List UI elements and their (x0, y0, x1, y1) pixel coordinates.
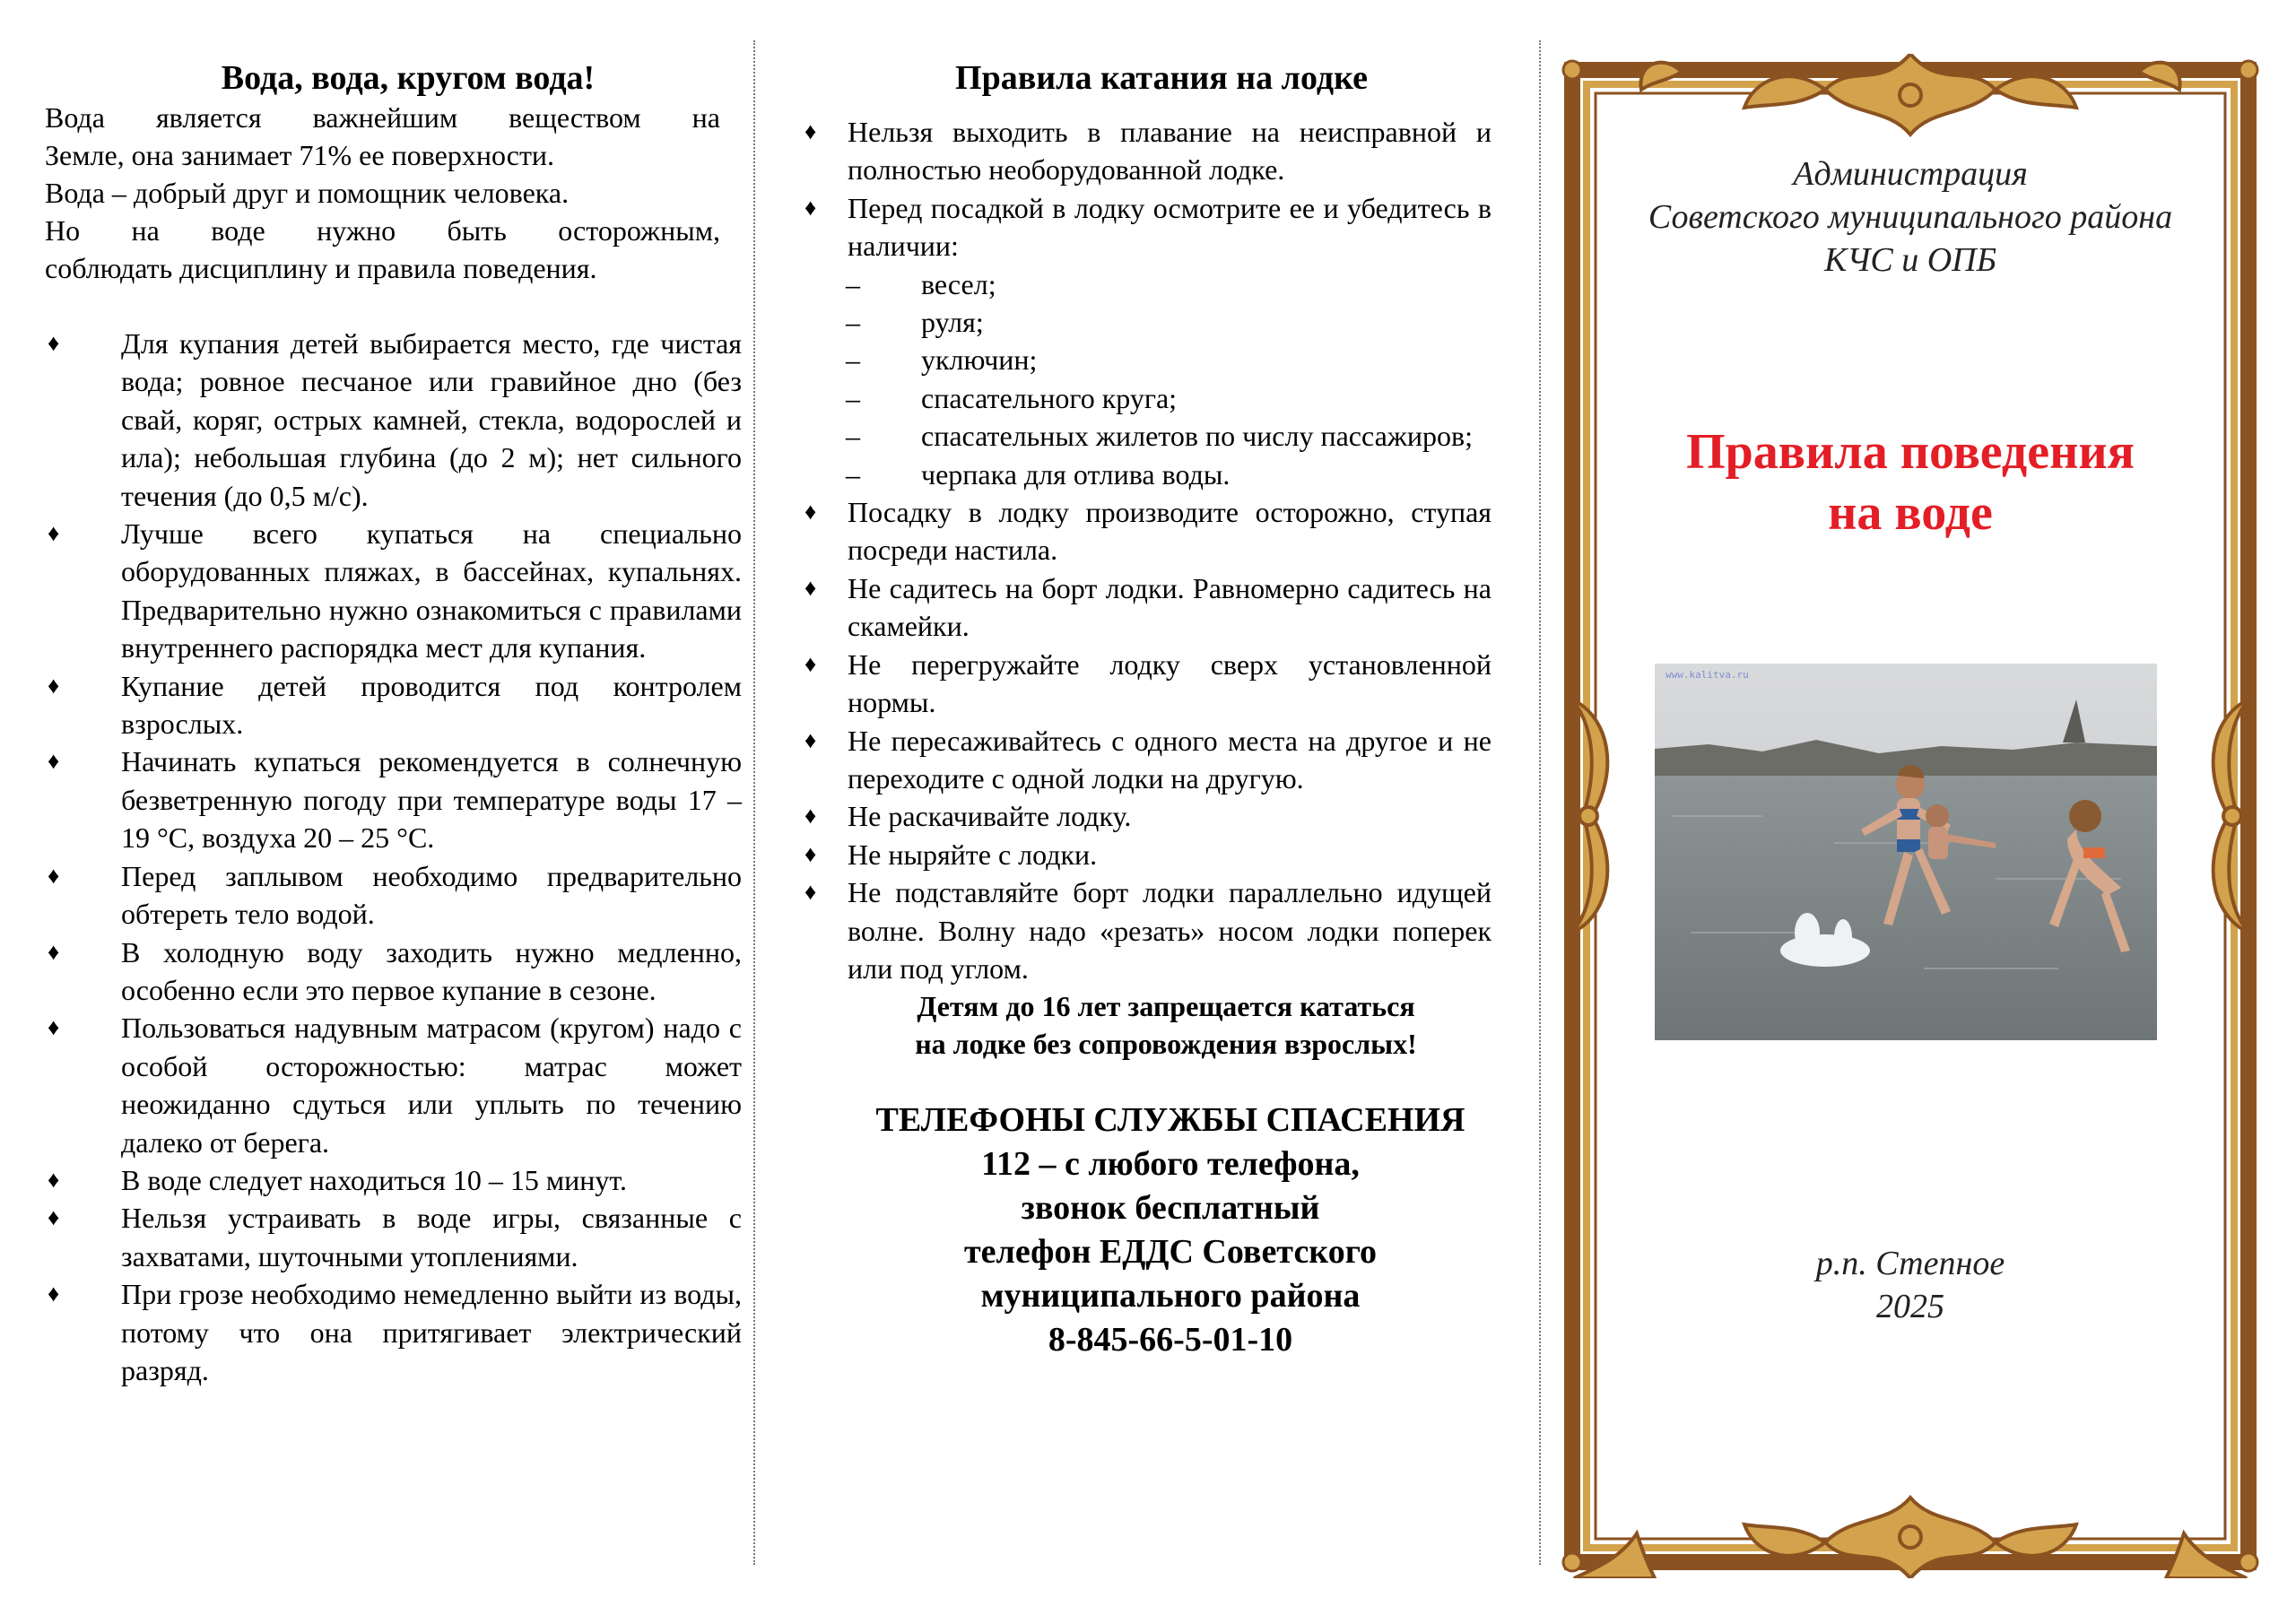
list-item: ♦ Пользоваться надувным матрасом (кругом) надо с особой осторожностью: матрас может неожиданно сдуться или уплыть по течению далеко от берега. (121, 1009, 742, 1161)
list-item: ♦ Начинать купаться рекомендуется в солнечную безветренную погоду при температуре воды 17 – 19 °С, воздуха 20 – 25 °С. (121, 743, 742, 856)
list-item: – черпака для отлива воды. (846, 457, 1231, 491)
list-item: – весел; (846, 267, 996, 300)
list-item: – уключин; (846, 343, 1038, 377)
warning-line: Детям до 16 лет запрещается кататься (917, 990, 1415, 1023)
place: р.п. Степное (1815, 1245, 2005, 1282)
children-swimming-photo (1655, 664, 2157, 1040)
diamond-bullet-icon: ♦ (48, 938, 60, 965)
diamond-bullet-icon: ♦ (804, 803, 817, 829)
fold-line-1 (753, 40, 755, 1565)
list-item: ♦ Не подставляйте борт лодки параллельно идущей волне. Волну надо «резать» носом лодки поперек или под углом. (848, 873, 1492, 987)
intro-text (45, 99, 720, 287)
diamond-bullet-icon: ♦ (804, 650, 817, 677)
phones-line: муниципального района (980, 1277, 1361, 1316)
list-item: ♦ Нельзя выходить в плавание на неисправной и полностью необорудованной лодке. (848, 113, 1492, 189)
diamond-bullet-icon: ♦ (804, 194, 817, 221)
diamond-bullet-icon: ♦ (48, 1204, 60, 1231)
list-item: ♦ Не ныряйте с лодки. (848, 836, 1492, 873)
list-item: – спасательных жилетов по числу пассажиров; (846, 420, 1474, 453)
list-item: ♦ В холодную воду заходить нужно медленно, особенно если это первое купание в сезоне. (121, 934, 742, 1010)
list-item: – руля; (846, 306, 984, 339)
diamond-bullet-icon: ♦ (804, 879, 817, 906)
list-item: ♦ В воде следует находиться 10 – 15 минут. (121, 1161, 742, 1199)
diamond-bullet-icon: ♦ (804, 118, 817, 144)
phones-heading: ТЕЛЕФОНЫ СЛУЖБЫ СПАСЕНИЯ (875, 1101, 1465, 1140)
diamond-bullet-icon: ♦ (48, 672, 60, 699)
list-item: ♦ Не раскачивайте лодку. (848, 797, 1492, 835)
phones-line: звонок бесплатный (1021, 1189, 1320, 1228)
list-item: ♦ Посадку в лодку производите осторожно, ступая посреди настила. (848, 493, 1492, 569)
diamond-bullet-icon: ♦ (804, 840, 817, 867)
list-item: ♦ Лучше всего купаться на специально оборудованных пляжах, в бассейнах, купальнях. Предварительно нужно ознакомиться с правилами внутреннего распорядка мест для купания. (121, 515, 742, 667)
left-panel (45, 0, 744, 1624)
phone-number: 8-845-66-5-01-10 (1048, 1321, 1293, 1359)
phones-line: 112 – с любого телефона, (981, 1145, 1360, 1184)
list-item: ♦ При грозе необходимо немедленно выйти из воды, потому что она притягивает электрический разряд. (121, 1275, 742, 1389)
diamond-bullet-icon: ♦ (48, 1281, 60, 1307)
diamond-bullet-icon: ♦ (804, 499, 817, 525)
left-panel-title: Вода, вода, кругом вода! (221, 59, 596, 97)
list-item: ♦ Перед посадкой в лодку осмотрите ее и убедитесь в наличии: (848, 189, 1492, 265)
middle-panel (789, 0, 1498, 1624)
list-item: – спасательного круга; (846, 381, 1178, 414)
diamond-bullet-icon: ♦ (804, 726, 817, 753)
equipment-list (846, 265, 1492, 493)
intro-line: Но на воде нужно быть осторожным, (45, 214, 720, 247)
diamond-bullet-icon: ♦ (48, 1014, 60, 1041)
warning-line: на лодке без сопровождения взрослых! (915, 1028, 1417, 1061)
list-item: ♦ Не перегружайте лодку сверх установленной нормы. (848, 646, 1492, 722)
year: 2025 (1876, 1288, 1944, 1325)
list-item: ♦ Для купания детей выбирается место, где чистая вода; ровное песчаное или гравийное дно (без свай, коряг, острых камней, стекла, водорослей и ила); небольшая глубина (до 2 м); нет сильного течения (до 0,5 м/с). (121, 325, 742, 515)
list-item: ♦ Не пересаживайтесь с одного места на другое и не переходите с одной лодки на другую. (848, 722, 1492, 798)
list-item: ♦ Нельзя устраивать в воде игры, связанные с захватами, шуточными утоплениями. (121, 1199, 742, 1275)
phones-line: телефон ЕДДС Советского (963, 1233, 1378, 1272)
boat-rules-list (804, 113, 1492, 265)
intro-line: соблюдать дисциплину и правила поведения. (45, 252, 597, 284)
list-item: ♦ Не садитесь на борт лодки. Равномерно садитесь на скамейки. (848, 569, 1492, 646)
diamond-bullet-icon: ♦ (48, 330, 60, 356)
list-item: ♦ Перед заплывом необходимо предварительно обтереть тело водой. (121, 857, 742, 934)
cover-panel (1556, 54, 2265, 1578)
diamond-bullet-icon: ♦ (804, 574, 817, 601)
diamond-bullet-icon: ♦ (48, 862, 60, 889)
diamond-bullet-icon: ♦ (48, 748, 60, 775)
photo-watermark: www.kalitva.ru (1665, 669, 1749, 681)
list-item: ♦ Купание детей проводится под контролем взрослых. (121, 667, 742, 743)
place-and-year (1556, 1242, 2265, 1328)
intro-line: Земле, она занимает 71% ее поверхности. (45, 139, 555, 171)
diamond-bullet-icon: ♦ (48, 520, 60, 547)
intro-line: Вода – добрый друг и помощник человека. (45, 177, 570, 209)
organization-name: Администрация Советского муниципального района КЧС и ОПБ (1648, 155, 2173, 279)
intro-line: Вода является важнейшим веществом на (45, 101, 720, 134)
diamond-bullet-icon: ♦ (48, 1166, 60, 1193)
rescue-phones (816, 1099, 1525, 1362)
brochure-title: Правила поведения на воде (1686, 424, 2135, 541)
swimming-rules-list (48, 325, 742, 1389)
fold-line-2 (1539, 40, 1541, 1565)
age-warning (825, 987, 1507, 1063)
middle-panel-title: Правила катания на лодке (955, 59, 1368, 97)
boat-rules-list-continued (804, 493, 1492, 987)
